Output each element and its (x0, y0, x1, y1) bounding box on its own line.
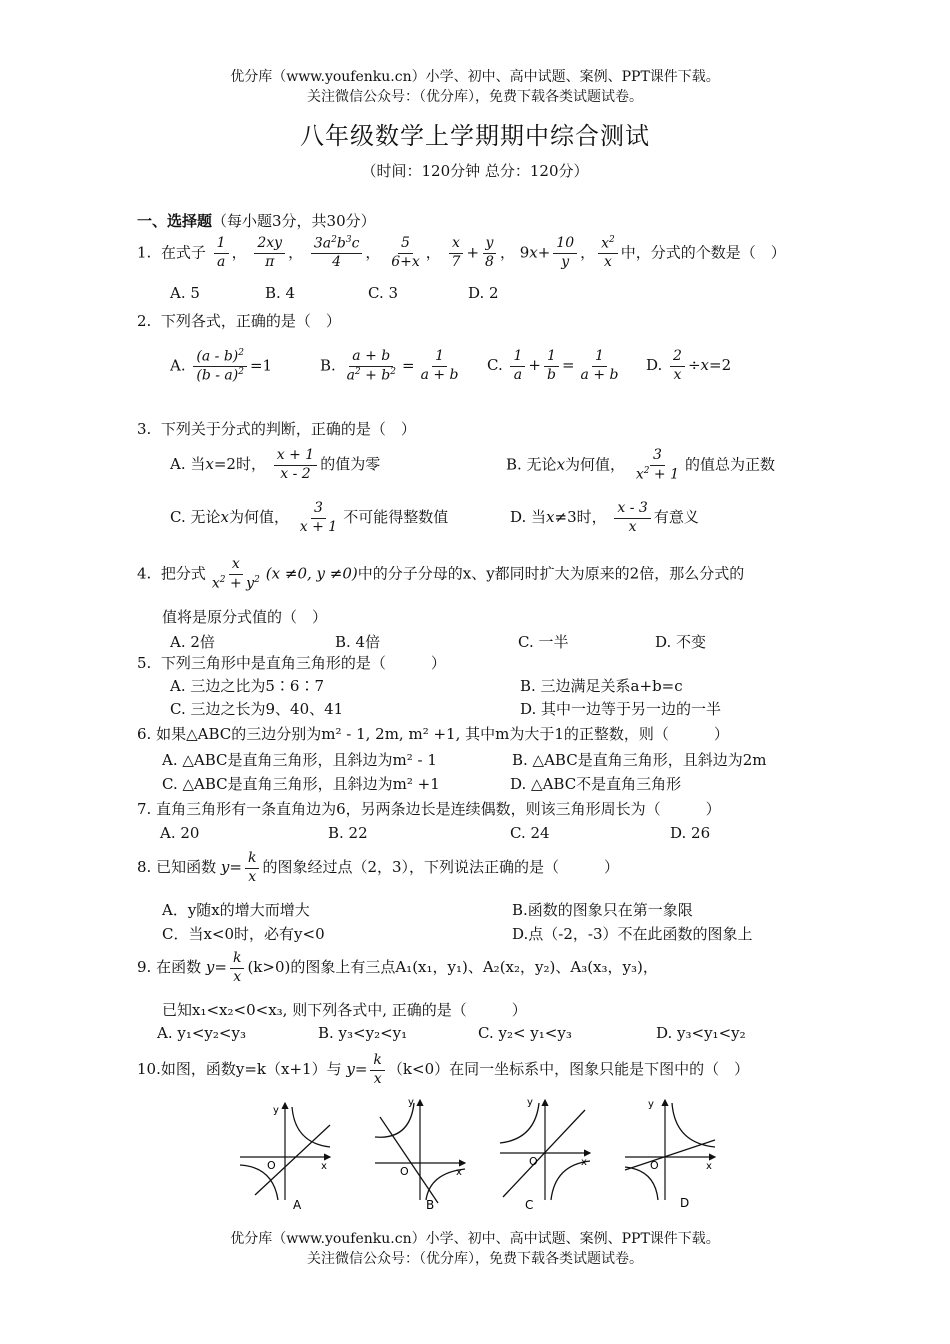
graph-a-label: A (293, 1198, 302, 1212)
q7-text: 直角三角形有一条直角边为6，另两条边长是连续偶数，则该三角形周长为（ ） (156, 800, 721, 818)
graph-d-y: y (648, 1099, 654, 1110)
expr-x2-over-x: $\frac{x^2}{x}$ (598, 235, 618, 272)
q1-option-a: A. 5 (170, 284, 200, 302)
graph-a-y: y (273, 1105, 279, 1116)
q3-c-var: x (220, 508, 229, 526)
graph-c (500, 1097, 590, 1212)
q7-option-b: B. 22 (328, 824, 368, 842)
expr-5-over-6-plus-x: $\frac{5}{6+x}$ (391, 235, 420, 270)
question-4: 4. 把分式 $\frac{x}{x^2 + y^2}$ (x ≠0, y ≠0)中的分子分母的x、y都同时扩大为原来的2倍，那么分式的 (137, 556, 745, 592)
q5-option-d: D. 其中一边等于另一边的一半 (520, 700, 722, 718)
q4-lead: 把分式 (160, 564, 206, 583)
graph-c-y: y (527, 1097, 533, 1108)
q3-option-b: B. 无论x为何值， $\frac{3}{x^2 + 1}$ 的值总为正数 (506, 447, 776, 483)
expr-3a2b3c-over-4: $\frac{3a^2b^3c}{4}$ (311, 235, 363, 272)
q5-num: 5. (137, 654, 152, 672)
q3-a-part1: A. 当 (170, 455, 206, 473)
q5-option-a: A. 三边之比为5∶6∶7 (170, 677, 324, 695)
q4-option-a: A. 2倍 (170, 633, 215, 651)
q3-b-var: x (556, 455, 566, 474)
question-2 (137, 310, 341, 331)
section-heading (137, 210, 376, 231)
q2-option-a: A. $\frac{(a - b)^2}{(b - a)^2}$ =1 (170, 348, 273, 384)
q7-option-a: A. 20 (160, 824, 200, 842)
q9-tail: (k>0)的图象上有三点A₁(x₁，y₁)、A₂(x₂，y₂)、A₃(x₃，y₃)， (247, 958, 658, 976)
page-subtitle: （时间：120分钟 总分：120分） (361, 162, 589, 180)
q8-option-a: A．y随x的增大而增大 (162, 901, 310, 919)
q7-option-d: D. 26 (670, 824, 711, 842)
question-6 (137, 723, 729, 744)
q4-option-d: D. 不变 (655, 633, 707, 651)
q3-d-var: x (546, 508, 555, 526)
footer-line-1: 优分库（www.youfenku.cn）小学、初中、高中试题、案例、PPT课件下载。 (230, 1231, 720, 1247)
q10-graphs (230, 1095, 750, 1215)
q10-tail: （k<0）在同一坐标系中，图象只能是下图中的（ ） (387, 1060, 750, 1078)
q1-option-d: D. 2 (468, 284, 499, 302)
graph-b-origin: O (400, 1165, 409, 1178)
question-1: 1. 在式子 $\frac{1}{a}$ ， $\frac{2xy}{\pi}$ ， $\frac{3a^2b^3c}{4}$ ， $\frac{5}{6+x}$ ， $\frac{x}{7}$ + $\frac{y}{8}$ ， 9x+ $\frac{10}{y}$ ， $\frac{x^2}{x}$ 中，分式的个数是（ ） (137, 235, 786, 271)
q2-option-d: D. $\frac{2}{x}$ ÷x=2 (646, 348, 732, 383)
expr-10-over-y: $\frac{10}{y}$ (553, 235, 577, 271)
q6-num: 6. (137, 725, 152, 743)
q1-tail: 中，分式的个数是（ ） (620, 243, 786, 262)
q2-option-b: B. $\frac{a + b}{a^2 + b^2}$ = $\frac{1}{a + b}$ (320, 348, 459, 384)
q9-option-c: C. y₂< y₁<y₃ (478, 1024, 572, 1042)
q1-option-b: B. 4 (265, 284, 296, 302)
q3-option-c: C. 无论x为何值， $\frac{3}{x + 1}$ 不可能得整数值 (170, 500, 449, 535)
q4-line2: 值将是原分式值的（ ） (162, 608, 328, 626)
header-line-2: 关注微信公众号：（优分库），免费下载各类试题试卷。 (307, 89, 643, 105)
q3-a-part3: 的值为零 (320, 455, 381, 473)
q3-b-part2: 为何值， (565, 455, 626, 474)
q3-c-part1: C. 无论 (170, 508, 221, 526)
q8-lead: 已知函数 (156, 858, 217, 876)
q6-text: 如果△ABC的三边分别为m² - 1, 2m, m² +1, 其中m为大于1的正整数，则（ ） (156, 725, 729, 743)
q7-option-c: C. 24 (510, 824, 550, 842)
graph-b-label: B (426, 1198, 435, 1212)
q6-option-c: C. △ABC是直角三角形，且斜边为m² +1 (162, 775, 440, 793)
q4-option-c: C. 一半 (518, 633, 569, 651)
footer-line-2: 关注微信公众号：（优分库），免费下载各类试题试卷。 (307, 1251, 643, 1267)
q3-option-a: A. 当x=2时， $\frac{x + 1}{x - 2}$ 的值为零 (170, 447, 381, 482)
q9-option-a: A. y₁<y₂<y₃ (157, 1024, 246, 1042)
q8-option-d: D.点（-2，-3）不在此函数的图象上 (512, 925, 753, 943)
q3-a-var: x (205, 455, 214, 473)
expr-y-over-8: $\frac{y}{8}$ (482, 235, 497, 271)
q2-option-c: C. $\frac{1}{a}$ + $\frac{1}{b}$ = $\frac{1}{a + b}$ (487, 348, 619, 383)
graph-d-label: D (680, 1196, 690, 1210)
section-note: （每小题3分，共30分） (212, 212, 376, 230)
q6-option-b: B. △ABC是直角三角形，且斜边为2m (512, 751, 767, 769)
q3-d-part2: ≠3时， (554, 508, 607, 526)
question-8: 8. 已知函数 y= $\frac{k}{x}$ 的图象经过点（2，3），下列说法正确的是（ ） (137, 850, 620, 885)
q1-lead: 在式子 (160, 243, 206, 262)
q8-tail: 的图象经过点（2，3），下列说法正确的是（ ） (262, 858, 620, 876)
q3-a-part2: =2时， (213, 455, 266, 473)
section-label: 一、选择题 (137, 212, 213, 230)
q9-option-b: B. y₃<y₂<y₁ (318, 1024, 408, 1042)
q8-num: 8. (137, 858, 152, 876)
question-9: 9. 在函数 y= $\frac{k}{x}$ (k>0)的图象上有三点A₁(x₁，y₁)、A₂(x₂，y₂)、A₃(x₃，y₃)， (137, 950, 658, 985)
q4-option-b: B. 4倍 (335, 633, 381, 651)
q3-b-part1: B. 无论 (506, 455, 557, 474)
graph-c-x: x (581, 1157, 587, 1168)
q3-text: 下列关于分式的判断，正确的是（ ） (160, 420, 416, 438)
graph-b-y: y (408, 1097, 414, 1108)
graph-b-x: x (456, 1167, 462, 1178)
graph-a-origin: O (267, 1159, 276, 1172)
graph-d (625, 1099, 715, 1210)
expr-2xy-over-pi: $\frac{2xy}{\pi}$ (254, 235, 285, 271)
page-title: 八年级数学上学期期中综合测试 (300, 122, 650, 150)
expr-x-over-7: $\frac{x}{7}$ (449, 235, 464, 271)
q2-text: 下列各式，正确的是（ ） (160, 312, 341, 330)
q3-b-part3: 的值总为正数 (685, 455, 776, 474)
question-5 (137, 652, 446, 673)
q4-condition: (x ≠0, y ≠0) (265, 564, 358, 583)
q9-num: 9. (137, 958, 152, 976)
header-line-1: 优分库（www.youfenku.cn）小学、初中、高中试题、案例、PPT课件下载。 (230, 69, 720, 85)
q9-line2: 已知x₁<x₂<0<x₃, 则下列各式中, 正确的是（ ） (162, 1001, 527, 1019)
q6-option-d: D. △ABC不是直角三角形 (510, 775, 682, 793)
q6-option-a: A. △ABC是直角三角形，且斜边为m² - 1 (162, 751, 437, 769)
q3-option-d: D. 当x≠3时， $\frac{x - 3}{x}$ 有意义 (510, 500, 699, 535)
q2-num: 2. (137, 312, 152, 330)
graph-a-x: x (321, 1161, 327, 1172)
graph-c-label: C (525, 1198, 534, 1212)
q5-option-c: C. 三边之长为9、40、41 (170, 700, 344, 718)
q10-lead: 如图，函数y=k（x+1）与 (160, 1060, 342, 1078)
q8-option-b: B.函数的图象只在第一象限 (512, 901, 693, 919)
question-10: 10.如图，函数y=k（x+1）与 y= $\frac{k}{x}$ （k<0）在同一坐标系中，图象只能是下图中的（ ） (137, 1052, 750, 1087)
expr-1-over-a: $\frac{1}{a}$ (214, 235, 229, 271)
graph-b (375, 1097, 465, 1212)
q1-num: 1. (137, 243, 152, 262)
q3-c-part2: 为何值， (228, 508, 289, 526)
q5-option-b: B. 三边满足关系a+b=c (520, 677, 683, 695)
q4-num: 4. (137, 564, 152, 583)
graph-c-origin: O (529, 1155, 538, 1168)
q3-d-part1: D. 当 (510, 508, 547, 526)
graph-a (240, 1103, 330, 1212)
q9-lead: 在函数 (156, 958, 202, 976)
q4-tail: 中的分子分母的x、y都同时扩大为原来的2倍，那么分式的 (357, 564, 745, 583)
q9-option-d: D. y₃<y₁<y₂ (656, 1024, 746, 1042)
q3-num: 3. (137, 420, 152, 438)
q7-num: 7. (137, 800, 152, 818)
question-7 (137, 798, 721, 819)
graph-d-origin: O (650, 1159, 659, 1172)
q8-option-c: C．当x<0时，必有y<0 (162, 925, 325, 943)
q10-num: 10. (137, 1060, 161, 1078)
q3-d-part3: 有意义 (653, 508, 699, 526)
q3-c-part3: 不可能得整数值 (343, 508, 449, 526)
question-3 (137, 418, 416, 439)
graph-d-x: x (706, 1161, 712, 1172)
q5-text: 下列三角形中是直角三角形的是（ ） (160, 654, 446, 672)
q1-option-c: C. 3 (368, 284, 399, 302)
